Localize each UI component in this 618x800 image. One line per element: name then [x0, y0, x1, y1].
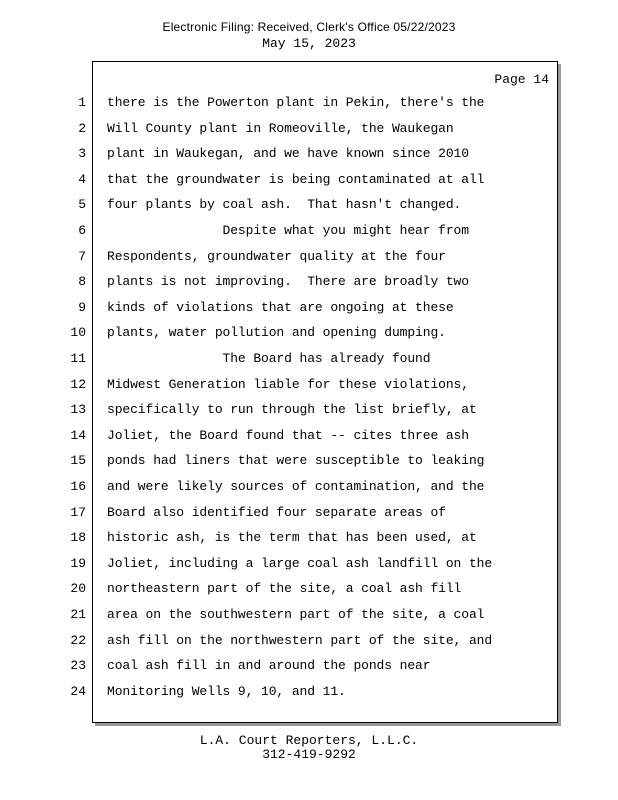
line-text: Joliet, including a large coal ash landfill on the	[107, 556, 493, 571]
line-text: northeastern part of the site, a coal ash fill	[107, 581, 462, 596]
filing-stamp: Electronic Filing: Received, Clerk's Office 05/22/2023	[162, 20, 456, 34]
line-number: 8	[78, 274, 86, 289]
line-number: 1	[78, 95, 86, 110]
line-text: that the groundwater is being contaminated at all	[107, 172, 485, 187]
line-text: The Board has already found	[107, 351, 431, 366]
line-number: 20	[70, 581, 86, 596]
line-text: Joliet, the Board found that -- cites three ash	[107, 428, 469, 443]
line-number: 17	[70, 505, 86, 520]
line-text: plants, water pollution and opening dumping.	[107, 325, 446, 340]
line-number: 12	[70, 377, 86, 392]
line-number: 9	[78, 300, 86, 315]
line-text: Board also identified four separate areas of	[107, 505, 446, 520]
court-reporter-phone: 312-419-9292	[262, 747, 356, 762]
line-text: and were likely sources of contamination, and the	[107, 479, 485, 494]
line-number: 23	[70, 658, 86, 673]
line-number: 5	[78, 197, 86, 212]
line-number: 7	[78, 249, 86, 264]
line-text: there is the Powerton plant in Pekin, there's the	[107, 95, 485, 110]
line-number: 15	[70, 453, 86, 468]
line-text: Respondents, groundwater quality at the four	[107, 249, 446, 264]
line-number: 11	[70, 351, 86, 366]
line-number: 21	[70, 607, 86, 622]
line-text: coal ash fill in and around the ponds near	[107, 658, 431, 673]
line-number: 2	[78, 121, 86, 136]
transcript-date: May 15, 2023	[262, 36, 356, 51]
line-text: plant in Waukegan, and we have known since 2010	[107, 146, 469, 161]
line-text: specifically to run through the list briefly, at	[107, 402, 477, 417]
line-number: 14	[70, 428, 86, 443]
line-text: Midwest Generation liable for these violations,	[107, 377, 469, 392]
line-text: kinds of violations that are ongoing at these	[107, 300, 454, 315]
line-number: 24	[70, 684, 86, 699]
line-number: 3	[78, 146, 86, 161]
line-text: Monitoring Wells 9, 10, and 11.	[107, 684, 346, 699]
court-reporter-name: L.A. Court Reporters, L.L.C.	[199, 733, 419, 748]
line-number: 13	[70, 402, 86, 417]
line-number: 18	[70, 530, 86, 545]
line-text: Will County plant in Romeoville, the Waukegan	[107, 121, 454, 136]
line-text: four plants by coal ash. That hasn't changed.	[107, 197, 462, 212]
line-text: historic ash, is the term that has been used, at	[107, 530, 477, 545]
line-text: area on the southwestern part of the site, a coal	[107, 607, 485, 622]
line-text: plants is not improving. There are broadly two	[107, 274, 469, 289]
line-text: Despite what you might hear from	[107, 223, 469, 238]
line-text: ponds had liners that were susceptible to leaking	[107, 453, 485, 468]
line-text: ash fill on the northwestern part of the site, and	[107, 633, 493, 648]
line-number: 22	[70, 633, 86, 648]
line-number: 6	[78, 223, 86, 238]
line-number: 10	[70, 325, 86, 340]
line-number: 4	[78, 172, 86, 187]
page-number: Page 14	[494, 72, 549, 87]
line-number: 19	[70, 556, 86, 571]
line-number: 16	[70, 479, 86, 494]
